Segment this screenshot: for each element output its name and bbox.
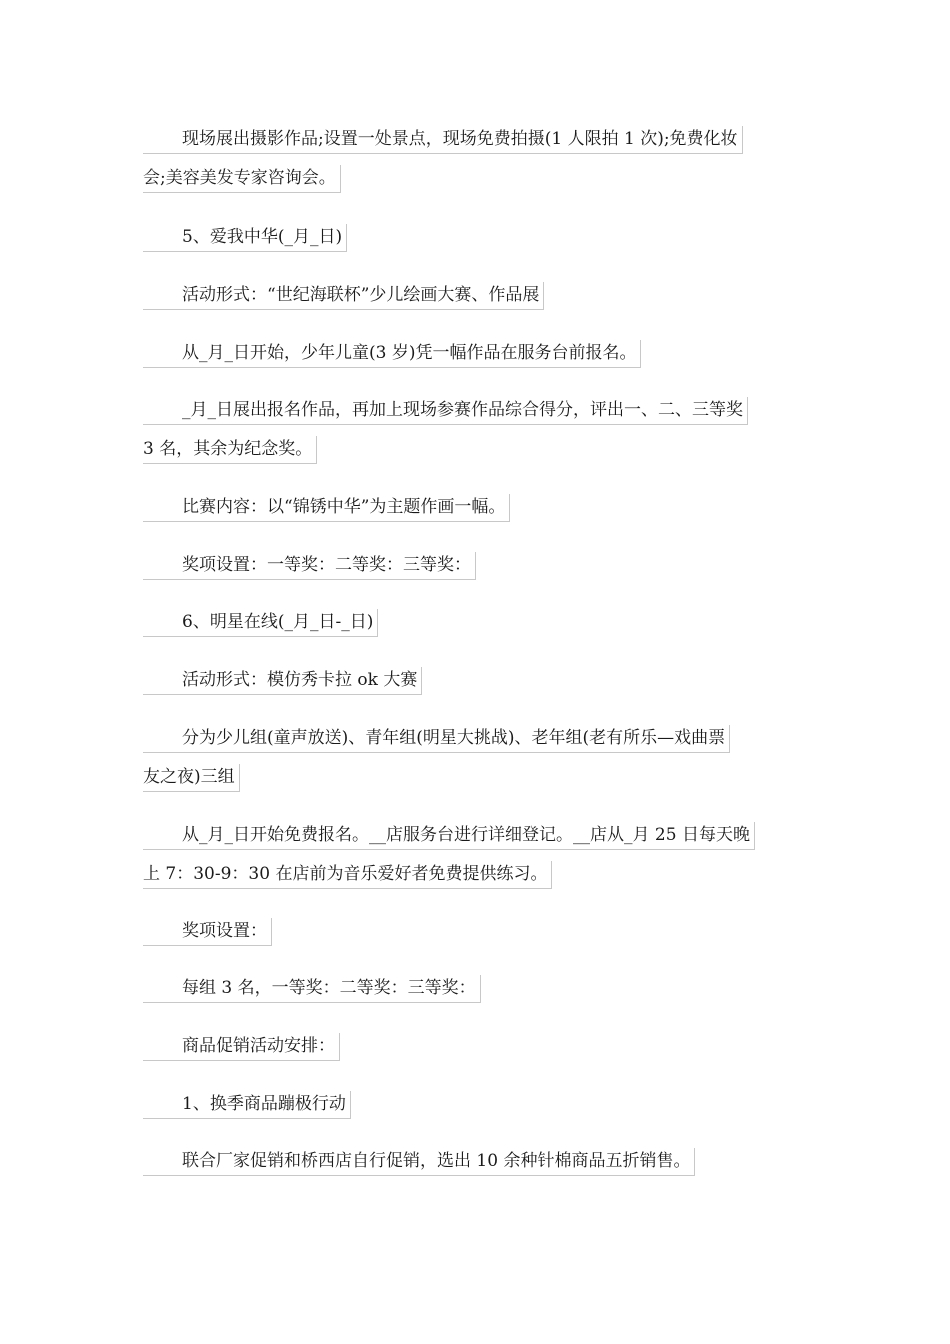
paragraph-awards-setting	[143, 918, 272, 957]
paragraph-free-registration	[143, 822, 755, 900]
text-line: 活动形式：模仿秀卡拉 ok 大赛	[143, 667, 422, 695]
paragraph-groups	[143, 725, 730, 803]
text-line: 1、换季商品蹦极行动	[143, 1091, 351, 1119]
text-line: 会;美容美发专家咨询会。	[143, 165, 341, 193]
text-line: 奖项设置：一等奖：二等奖：三等奖：	[143, 552, 476, 580]
text-line: 从_月_日开始免费报名。__店服务台进行详细登记。__店从_月 25 日每天晚	[143, 822, 755, 850]
paragraph-promotion-heading	[143, 1033, 340, 1072]
text-line: 上 7：30-9：30 在店前为音乐爱好者免费提供练习。	[143, 861, 552, 889]
paragraph-awards	[143, 552, 476, 591]
text-line: 联合厂家促销和桥西店自行促销，选出 10 余种针棉商品五折销售。	[143, 1148, 695, 1176]
text-line: 奖项设置：	[143, 918, 272, 946]
text-line: 每组 3 名，一等奖：二等奖：三等奖：	[143, 975, 481, 1003]
paragraph-activity-form	[143, 282, 544, 321]
paragraph-heading-5	[143, 224, 347, 263]
text-line: _月_日展出报名作品，再加上现场参赛作品综合得分，评出一、二、三等奖	[143, 397, 748, 425]
text-line: 5、爱我中华(_月_日)	[143, 224, 347, 252]
text-line: 3 名，其余为纪念奖。	[143, 436, 317, 464]
paragraph-karaoke	[143, 667, 422, 706]
paragraph-contest-content	[143, 494, 510, 533]
text-line: 分为少儿组(童声放送)、青年组(明星大挑战)、老年组(老有所乐—戏曲票	[143, 725, 730, 753]
text-line: 商品促销活动安排：	[143, 1033, 340, 1061]
text-line: 6、明星在线(_月_日-_日)	[143, 609, 378, 637]
paragraph-exhibition	[143, 397, 748, 475]
paragraph-joint-promotion	[143, 1148, 695, 1187]
paragraph-heading-6	[143, 609, 378, 648]
text-line: 现场展出摄影作品;设置一处景点，现场免费拍摄(1 人限拍 1 次);免费化妆	[143, 126, 743, 154]
paragraph-heading-1	[143, 1091, 351, 1130]
text-line: 活动形式：“世纪海联杯”少儿绘画大赛、作品展	[143, 282, 544, 310]
paragraph-photo-exhibit	[143, 126, 743, 204]
text-line: 友之夜)三组	[143, 764, 240, 792]
paragraph-registration	[143, 340, 641, 379]
text-line: 比赛内容：以“锦锈中华”为主题作画一幅。	[143, 494, 510, 522]
text-line: 从_月_日开始，少年儿童(3 岁)凭一幅作品在服务台前报名。	[143, 340, 641, 368]
paragraph-awards-per-group	[143, 975, 481, 1014]
